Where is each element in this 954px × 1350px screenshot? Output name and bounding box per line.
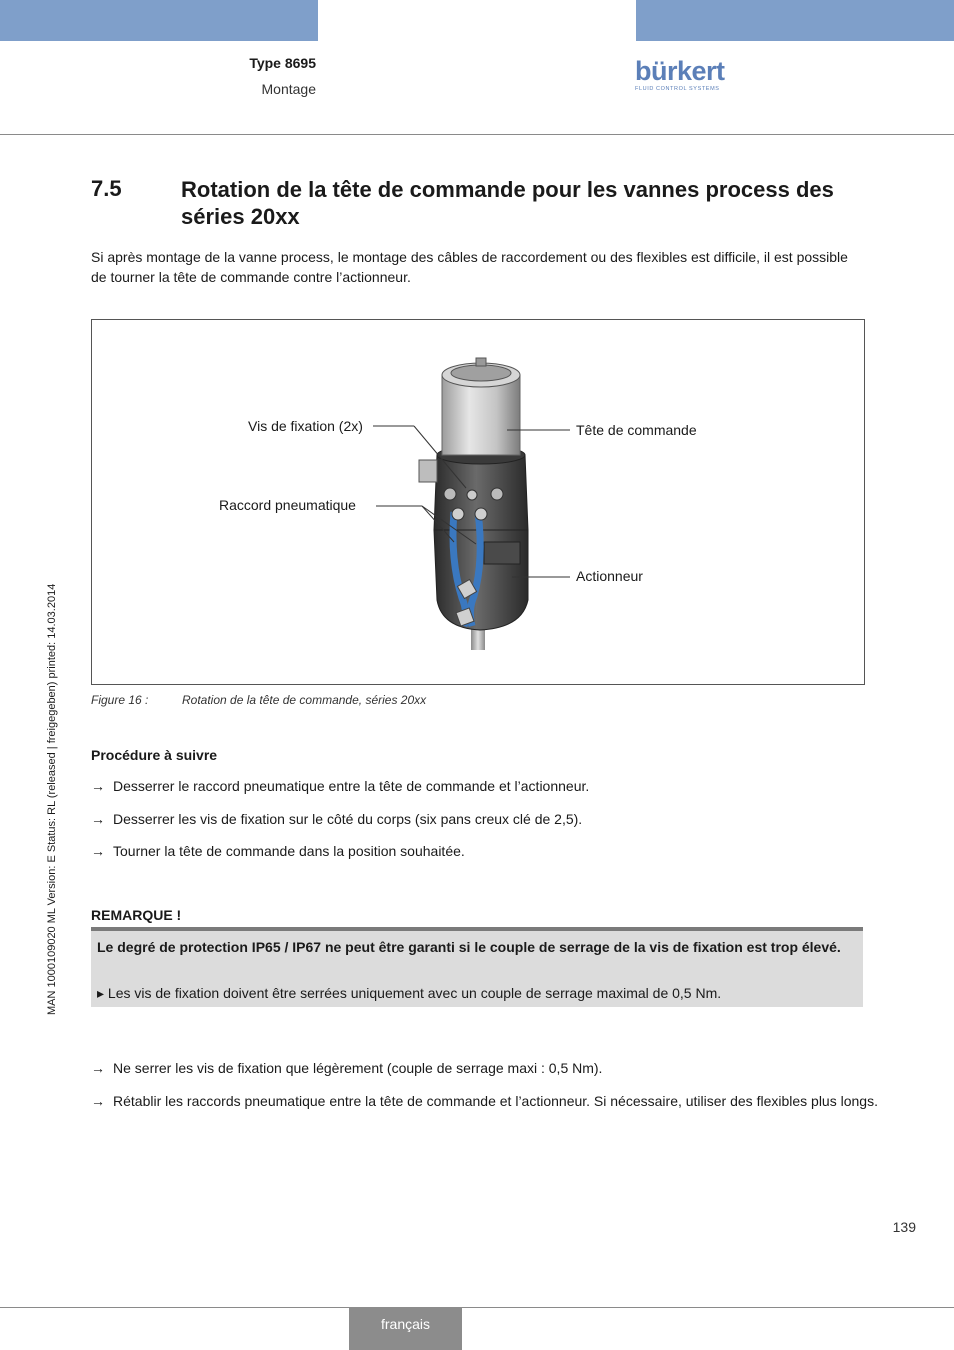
- procedure-step: [91, 1091, 888, 1111]
- arrow-icon: →: [91, 1093, 105, 1109]
- note-item-text: Les vis de fixation doivent être serrées uniquement avec un couple de serrage maximal de 0,5 Nm.: [107, 985, 722, 1001]
- arrow-icon: →: [91, 1060, 105, 1076]
- chapter-label: Montage: [261, 81, 316, 97]
- callout-tete-de-commande: Tête de commande: [576, 422, 697, 438]
- footer-divider: [0, 1307, 954, 1308]
- arrow-icon: →: [91, 778, 105, 794]
- language-tab: français: [349, 1307, 462, 1350]
- logo-tagline: FLUID CONTROL SYSTEMS: [635, 86, 720, 92]
- callout-raccord-pneumatique: Raccord pneumatique: [219, 497, 356, 513]
- arrow-icon: →: [91, 843, 105, 859]
- header-divider: [0, 134, 954, 135]
- intro-paragraph: Si après montage de la vanne process, le montage des câbles de raccordement ou des flexibles est difficile, il est possible de tourner la tête de commande contre l’actionneur.: [91, 249, 848, 285]
- figure-caption-text: Rotation de la tête de commande, séries 20xx: [182, 693, 427, 707]
- bullet-icon: ▸: [97, 985, 105, 1001]
- procedure-step: [91, 809, 866, 829]
- section-title: Rotation de la tête de commande pour les vannes process des séries 20xx: [181, 177, 834, 229]
- burkert-logo: [635, 58, 725, 92]
- valve-illustration: [92, 320, 864, 684]
- callout-vis-de-fixation: Vis de fixation (2x): [248, 418, 363, 434]
- header-bar-right: [636, 0, 954, 41]
- document-type: Type 8695: [249, 55, 316, 71]
- note-warning-text: Le degré de protection IP65 / IP67 ne peut être garanti si le couple de serrage de la vis de fixation est trop élevé.: [97, 939, 841, 955]
- document-metadata-vertical: MAN 1000109020 ML Version: E Status: RL (released | freigegeben) printed: 14.03.2014: [46, 583, 58, 1015]
- figure-caption-label: Figure 16 :: [91, 693, 149, 707]
- step-text: Desserrer le raccord pneumatique entre la tête de commande et l’actionneur.: [113, 778, 590, 794]
- section-number: 7.5: [91, 176, 122, 201]
- header-bar-left: [0, 0, 318, 41]
- note-box: [91, 927, 863, 1007]
- step-text: Ne serrer les vis de fixation que légèrement (couple de serrage maxi : 0,5 Nm).: [113, 1060, 603, 1076]
- procedure-title: Procédure à suivre: [91, 747, 218, 763]
- procedure-step: [91, 841, 866, 861]
- procedure-step: [91, 1058, 866, 1078]
- page-number: 139: [892, 1219, 916, 1235]
- step-text: Rétablir les raccords pneumatique entre la tête de commande et l’actionneur. Si nécessaire, utiliser des flexibles plus longs.: [113, 1093, 878, 1109]
- step-text: Desserrer les vis de fixation sur le côté du corps (six pans creux clé de 2,5).: [113, 811, 583, 827]
- note-item: [97, 985, 721, 1002]
- figure-box: [91, 319, 865, 685]
- logo-wordmark: bürkert: [635, 56, 725, 86]
- note-title: REMARQUE !: [91, 907, 182, 923]
- procedure-step: [91, 776, 866, 796]
- step-text: Tourner la tête de commande dans la position souhaitée.: [113, 843, 465, 859]
- callout-actionneur: Actionneur: [576, 568, 643, 584]
- arrow-icon: →: [91, 811, 105, 827]
